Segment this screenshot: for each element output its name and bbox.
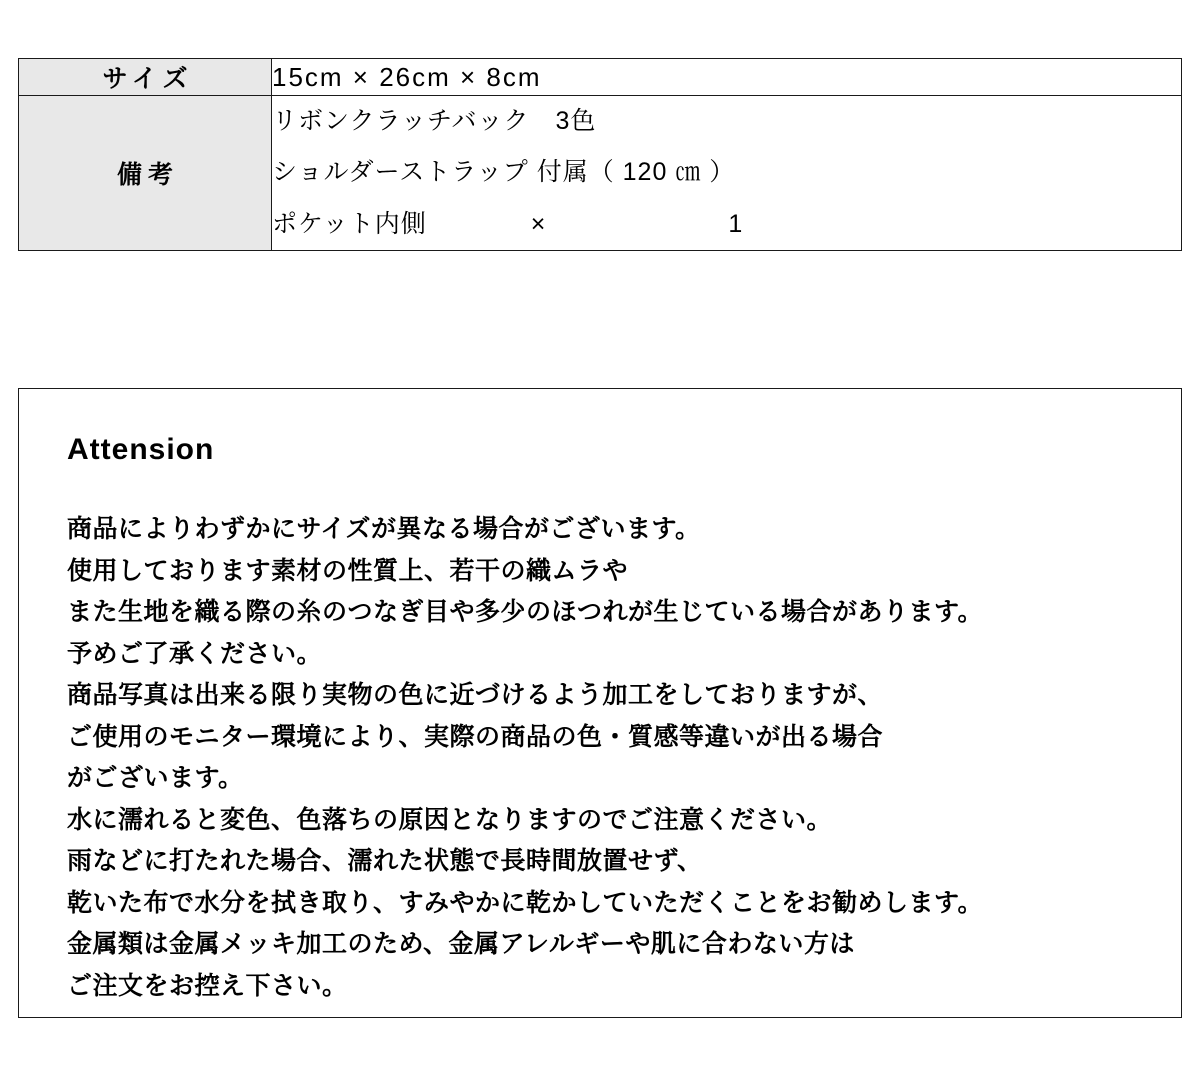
attention-box — [18, 388, 1182, 1018]
attention-line-10: 乾いた布で水分を拭き取り、すみやかに乾かしていただくことをお勧めします。 — [67, 888, 984, 917]
spec-label-size — [19, 59, 272, 96]
attention-line-7: がございます。 — [67, 764, 244, 792]
remarks-line-2: ショルダーストラップ 付属（ 120 ㎝ ） — [272, 158, 736, 187]
attention-line-5: 商品写真は出来る限り実物の色に近づけるよう加工をしておりますが、 — [67, 681, 884, 709]
attention-line-1: 商品によりわずかにサイズが異なる場合がございます。 — [67, 515, 701, 543]
attention-line-3: また生地を織る際の糸のつなぎ目や多少のほつれが生じている場合があります。 — [67, 598, 984, 626]
spec-value-remarks — [272, 96, 1182, 251]
attention-line-4: 予めご了承ください。 — [67, 639, 323, 668]
table-row-remarks — [19, 96, 1182, 251]
spec-label-remarks-text: 備考 — [116, 160, 179, 189]
spec-label-remarks — [19, 96, 272, 251]
spec-value-size-text: 15cm × 26cm × 8cm — [272, 61, 542, 92]
attention-title: Attension — [67, 433, 215, 466]
attention-body — [67, 509, 1181, 1007]
remarks-line-3: ポケット内側 × 1 — [272, 209, 744, 238]
spec-table — [18, 58, 1182, 251]
attention-line-12: ご注文をお控え下さい。 — [67, 971, 348, 1000]
spec-value-size — [272, 59, 1182, 96]
spec-label-size-text: サイズ — [102, 65, 194, 93]
remarks-line-1: リボンクラッチバック 3色 — [272, 107, 597, 135]
attention-line-11: 金属類は金属メッキ加工のため、金属アレルギーや肌に合わない方は — [67, 930, 855, 958]
attention-line-6: ご使用のモニター環境により、実際の商品の色・質感等違いが出る場合 — [67, 722, 884, 751]
table-row-size — [19, 59, 1182, 96]
attention-line-9: 雨などに打たれた場合、濡れた状態で長時間放置せず、 — [67, 847, 703, 875]
attention-line-2: 使用しております素材の性質上、若干の織ムラや — [67, 556, 629, 585]
attention-line-8: 水に濡れると変色、色落ちの原因となりますのでご注意ください。 — [67, 805, 833, 834]
